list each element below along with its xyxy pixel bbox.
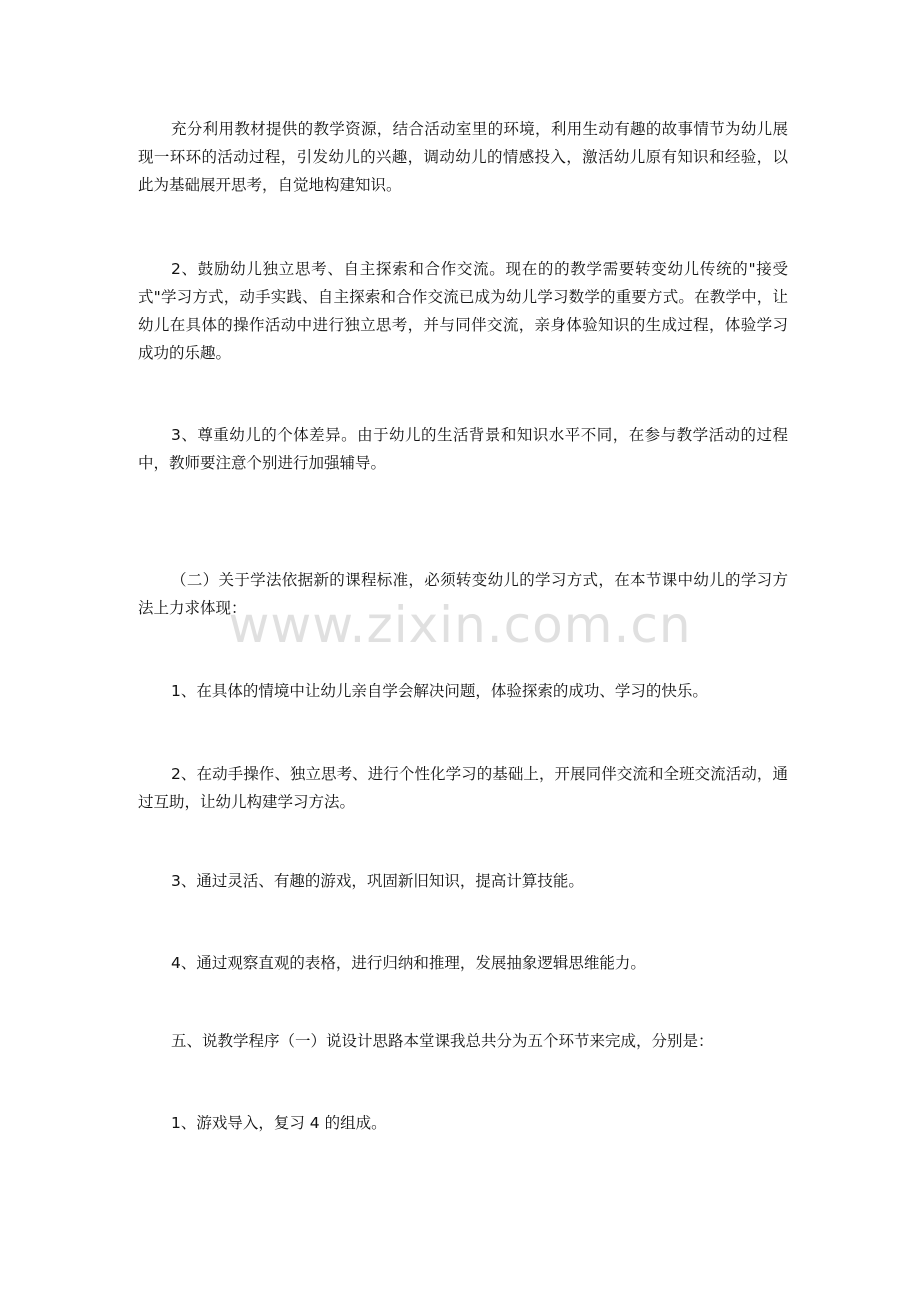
paragraph-method-item-1: 1、在具体的情境中让幼儿亲自学会解决问题，体验探索的成功、学习的快乐。 (171, 682, 708, 700)
paragraph-procedure-step-1: 1、游戏导入，复习 4 的组成。 (171, 1114, 387, 1132)
paragraph-learning-method-heading: （二）关于学法依据新的课程标准，必须转变幼儿的学习方式，在本节课中幼儿的学习方法上力求体现： (138, 571, 788, 617)
paragraph-method-item-4: 4、通过观察直观的表格，进行归纳和推理，发展抽象逻辑思维能力。 (171, 954, 646, 972)
paragraph-encourage-independent-thinking: 2、鼓励幼儿独立思考、自主探索和合作交流。现在的的教学需要转变幼儿传统的"接受式"学习方式，动手实践、自主探索和合作交流已成为幼儿学习数学的重要方式。在教学中，让幼儿在具体的操作活动中进行独立思考，并与同伴交流，亲身体验知识的生成过程，体验学习成功的乐趣。 (138, 260, 788, 362)
paragraph-respect-individual-differences: 3、尊重幼儿的个体差异。由于幼儿的生活背景和知识水平不同，在参与教学活动的过程中，教师要注意个别进行加强辅导。 (138, 426, 788, 472)
paragraph-teaching-resources: 充分利用教材提供的教学资源，结合活动室里的环境，利用生动有趣的故事情节为幼儿展现一环环的活动过程，引发幼儿的兴趣，调动幼儿的情感投入，激活幼儿原有知识和经验，以此为基础展开思考，自觉地构建知识。 (138, 120, 788, 194)
paragraph-method-item-3: 3、通过灵活、有趣的游戏，巩固新旧知识，提高计算技能。 (171, 872, 584, 890)
paragraph-method-item-2: 2、在动手操作、独立思考、进行个性化学习的基础上，开展同伴交流和全班交流活动，通过互助，让幼儿构建学习方法。 (138, 765, 788, 811)
paragraph-teaching-procedure: 五、说教学程序（一）说设计思路本堂课我总共分为五个环节来完成，分别是： (171, 1032, 714, 1050)
watermark: www.zixin.com.cn (228, 596, 692, 654)
